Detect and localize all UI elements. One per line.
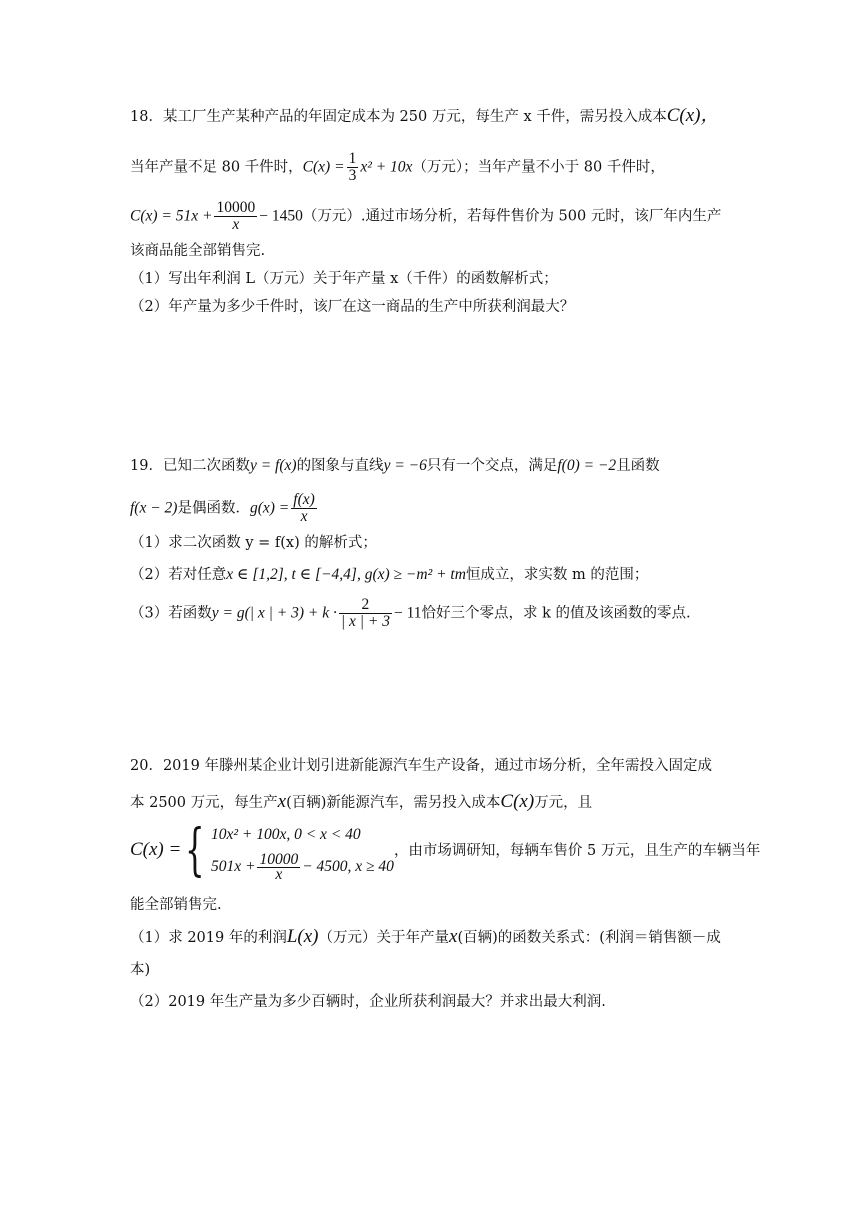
p18-question-2: （2）年产量为多少千件时，该厂在这一商品的生产中所获利润最大？	[130, 299, 575, 315]
p19-line-2: f(x − 2)是偶函数．g(x) = $\frac{f(x)}{x}$	[130, 491, 315, 525]
p19-line-1: 19．已知二次函数y = f(x)的图象与直线y = −6只有一个交点，满足f(0) = −2且函数	[130, 457, 660, 474]
p20-line-1: 20．2019 年滕州某企业计划引进新能源汽车生产设备，通过市场分析，全年需投入固定成	[130, 758, 712, 774]
case-2: 501x + $\frac{10000}{x}$ − 4500, x ≥ 40	[210, 850, 394, 883]
p19-question-1: （1）求二次函数 y = f(x) 的解析式；	[130, 535, 377, 551]
p18-line-3: C(x) = 51x + $\frac{10000}{x}$ − 1450（万元）.通过市场分析，若每件售价为 500 元时，该厂年内生产	[130, 199, 722, 233]
problem-19	[130, 456, 740, 630]
problem-18	[130, 106, 740, 317]
piecewise-function: { 10x² + 100x, 0 < x < 40 501x + $\frac{10000}{x}$ − 4500, x ≥ 40	[185, 818, 394, 883]
p20-question-1: （1）求 2019 年的利润L(x)（万元）关于年产量x(百辆)的函数关系式：(利润＝销售额－成	[130, 926, 721, 947]
fraction: $\frac{1}{3}$	[348, 150, 357, 184]
p18-line-1: 18．某工厂生产某种产品的年固定成本为 250 万元，每生产 x 千件，需另投入成本C(x)，	[130, 105, 720, 126]
p18-line-2: 当年产量不足 80 千件时，C(x) = $\frac{1}{3}$ x² + 10x（万元）；当年产量不小于 80 千件时，	[130, 150, 665, 184]
p20-line-3: C(x) = { 10x² + 100x, 0 < x < 40 501x + $\frac{10000}{x}$ − 4500, x ≥ 40 ，由市场调研知，每辆车售价 5 万元，且生产的车辆当年	[130, 818, 761, 883]
p20-question-1-cont: 本)	[130, 962, 151, 978]
case-1: 10x² + 100x, 0 < x < 40	[210, 826, 361, 843]
p20-question-2: （2）2019 年生产量为多少百辆时，企业所获利润最大？并求出最大利润.	[130, 994, 606, 1010]
fraction: $\frac{10000}{x}$	[216, 199, 256, 233]
p18-line-4: 该商品能全部销售完.	[130, 243, 266, 259]
problem-20	[130, 756, 761, 1012]
cost-function: C(x)，	[666, 105, 720, 126]
fraction: $\frac{10000}{x}$	[259, 850, 299, 883]
p19-question-2: （2）若对任意x ∈ [1,2], t ∈ [−4,4], g(x) ≥ −m² + tm恒成立，求实数 m 的范围；	[130, 566, 649, 583]
p20-line-2: 本 2500 万元，每生产x(百辆)新能源汽车，需另投入成本C(x)万元，且	[130, 791, 593, 812]
p20-line-4: 能全部销售完.	[130, 897, 222, 913]
fraction: $\frac{2}{| x | + 3}$	[340, 596, 390, 630]
fraction: $\frac{f(x)}{x}$	[293, 491, 315, 525]
p19-question-3: （3）若函数y = g(| x | + 3) + k · $\frac{2}{| x | + 3}$ − 11恰好三个零点，求 k 的值及该函数的零点.	[130, 596, 691, 630]
p18-question-1: （1）写出年利润 L（万元）关于年产量 x（千件）的函数解析式；	[130, 271, 558, 287]
